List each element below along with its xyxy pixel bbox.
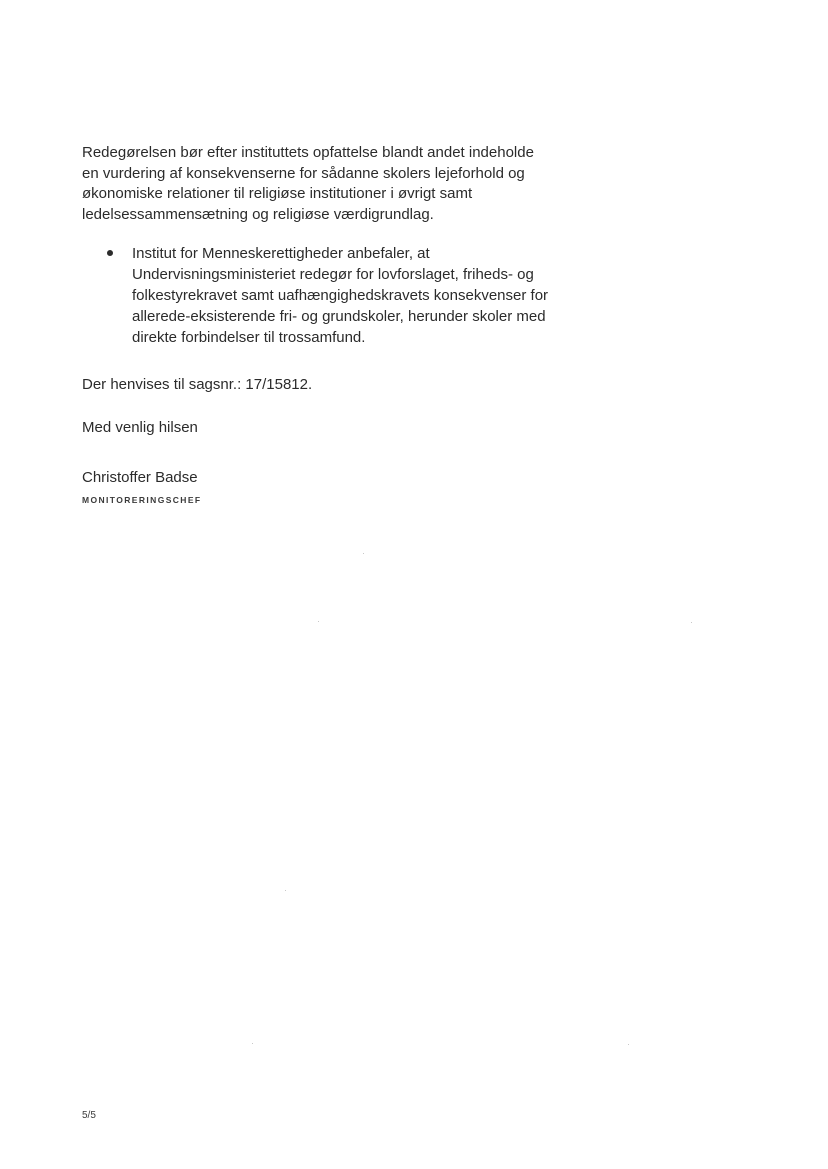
paragraph-line: ledelsessammensætning og religiøse værdigrundlag. xyxy=(82,205,434,223)
scan-speck xyxy=(691,622,692,623)
bullet-line: direkte forbindelser til trossamfund. xyxy=(132,329,366,346)
scan-speck xyxy=(285,890,286,891)
signer-title: MONITORERINGSCHEF xyxy=(82,495,202,505)
signer-name: Christoffer Badse xyxy=(82,469,198,486)
paragraph-line: en vurdering af konsekvenserne for sådanne skolers lejeforhold og xyxy=(82,164,525,182)
paragraph-line: Redegørelsen bør efter instituttets opfattelse blandt andet indeholde xyxy=(82,144,534,161)
intro-paragraph xyxy=(82,143,582,225)
scan-speck xyxy=(252,1043,253,1044)
scan-speck xyxy=(318,621,319,622)
scan-speck xyxy=(363,553,364,554)
page-number: 5/5 xyxy=(82,1110,96,1121)
closing-greeting: Med venlig hilsen xyxy=(82,419,198,436)
bullet-line: folkestyrekravet samt uafhængighedskravets konsekvenser for xyxy=(132,287,549,304)
bullet-line: Institut for Menneskerettigheder anbefaler, at xyxy=(132,245,430,262)
bullet-line: allerede-eksisterende fri- og grundskoler, herunder skoler med xyxy=(132,308,546,325)
case-reference: Der henvises til sagsnr.: 17/15812. xyxy=(82,376,313,393)
scan-speck xyxy=(628,1044,629,1045)
bullet-line: Undervisningsministeriet redegør for lovforslaget, friheds- og xyxy=(132,266,534,283)
paragraph-line: økonomiske relationer til religiøse institutioner i øvrigt samt xyxy=(82,185,473,202)
recommendation-text xyxy=(132,243,548,348)
bullet-icon xyxy=(107,250,113,256)
